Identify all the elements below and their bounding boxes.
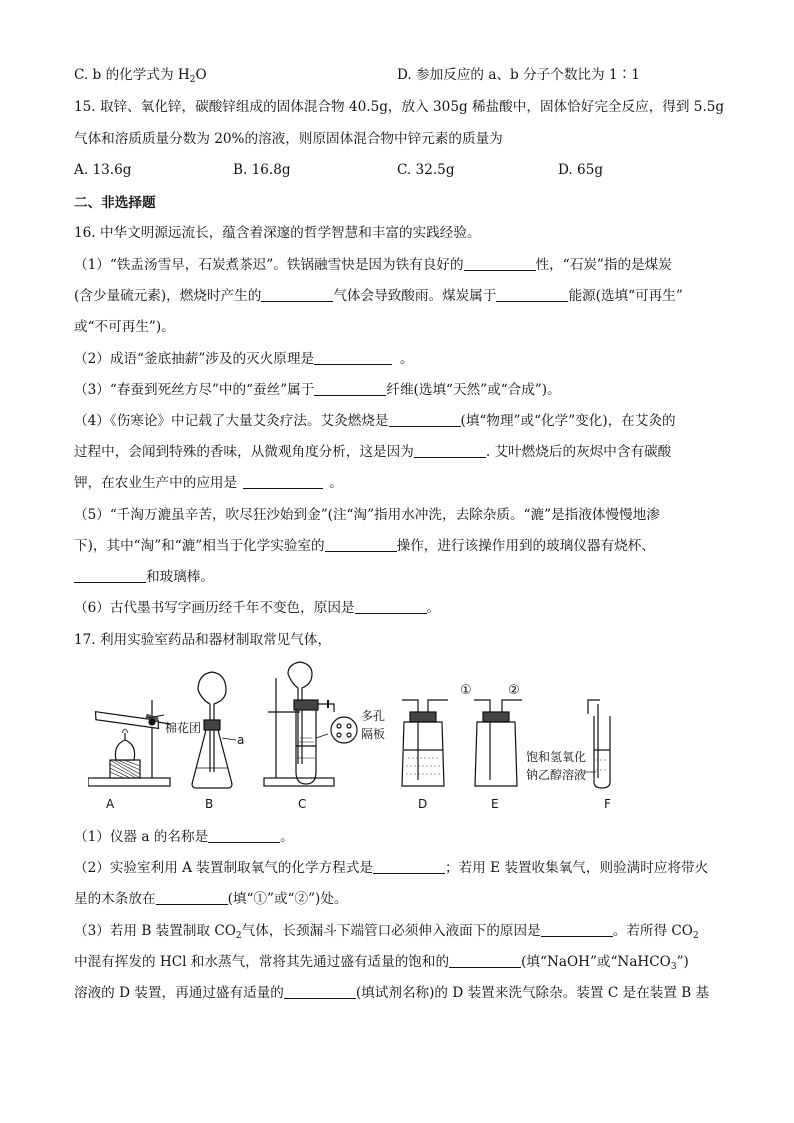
q16-part1-line1: （1）“铁盂汤雪早，石炭煮茶迟”。铁锅融雪快是因为铁有良好的 性，“石炭”指的是煤炭 [74, 257, 672, 273]
answer-blank[interactable] [464, 256, 536, 271]
q17-part3-line1: （3）若用 B 装置制取 $CO_2$气体，长颈漏斗下端管口必须伸入液面下的原因是 。若所得 $CO_2$ [74, 923, 699, 941]
q16-part2: （2）成语“釜底抽薪”涉及的灭火原理是 。 [74, 351, 414, 367]
q16-part5-line3: 和玻璃棒。 [74, 567, 214, 587]
port-2-label: ② [508, 683, 520, 698]
q17-part3-line3: 溶液的 D 装置，再通过盛有适量的 (填试剂名称)的 D 装置来洗气除杂。装置 C 是在装置 B 基 [74, 985, 710, 1001]
label-e: E [491, 797, 499, 811]
answer-blank[interactable] [449, 953, 521, 968]
answer-blank[interactable] [373, 859, 445, 874]
apparatus-d [402, 700, 448, 786]
q16-part5-line1: （5）“千淘万漉虽辛苦，吹尽狂沙始到金”(注“淘”指用水冲洗，去除杂质。“漉”是指液体慢慢地渗 [74, 507, 660, 523]
label-f: F [604, 797, 611, 811]
cotton-label: 棉花团 [165, 721, 202, 735]
q15-option-b: B. 16.8g [233, 162, 291, 178]
apparatus-f [584, 700, 610, 788]
apparatus-c [264, 662, 357, 786]
apparatus-a [88, 700, 170, 786]
q15-option-c: C. 32.5g [397, 162, 455, 178]
label-c: C [298, 797, 307, 811]
q16-part4-line3: 钾，在农业生产中的应用是 。 [74, 475, 343, 491]
porous-label-1: 多孔 [361, 709, 386, 723]
q17-intro: 17. 利用实验室药品和器材制取常见气体， [74, 632, 332, 648]
answer-blank[interactable] [314, 350, 392, 365]
label-d: D [418, 797, 428, 811]
q16-part1-line3: 或“不可再生”)。 [74, 319, 175, 335]
answer-blank[interactable] [156, 890, 228, 905]
section-title: 二、非选择题 [74, 195, 156, 211]
answer-blank[interactable] [261, 287, 333, 302]
label-a: A [106, 797, 115, 811]
apparatus-e [474, 700, 522, 786]
q16-part4-line1: （4）《伤寒论》中记载了大量艾灸疗法。艾灸燃烧是 (填“物理”或“化学”变化)，在艾灸的 [74, 413, 676, 429]
solution-label-2: 钠乙醇溶液 [526, 768, 587, 782]
porous-label-2: 隔板 [361, 727, 386, 741]
label-b: B [205, 797, 214, 811]
q17-part3-line2: 中混有挥发的 HCl 和水蒸气，常将其先通过盛有适量的饱和的 (填“NaOH”或“NaHCO$_3$”) [74, 954, 689, 972]
q17-part2-line2: 星的木条放在 (填“①”或“②”)处。 [74, 891, 348, 907]
q16-part4-line2: 过程中，会闻到特殊的香味，从微观角度分析，这是因为 . 艾叶燃烧后的灰烬中含有碳酸 [74, 444, 672, 460]
answer-blank[interactable] [74, 568, 146, 583]
q17-part1: （1）仪器 a 的名称是 。 [74, 829, 294, 845]
q16-intro: 16. 中华文明源远流长，蕴含着深邃的哲学智慧和丰富的实践经验。 [74, 225, 481, 241]
q14-option-c: C. b 的化学式为 $H_2O$ [74, 67, 207, 85]
answer-blank[interactable] [314, 381, 386, 396]
q16-part1-line2: (含少量硫元素)，燃烧时产生的 气体会导致酸雨。煤炭属于 能源(选填“可再生” [74, 288, 683, 304]
port-1-label: ① [460, 683, 472, 698]
apparatus-figure [88, 660, 628, 820]
q15-stem-line1: 15. 取锌、氧化锌，碳酸锌组成的固体混合物 40.5g，放入 305g 稀盐酸中，固体恰好完全反应，得到 5.5g [74, 99, 725, 115]
q15-stem-line2: 气体和溶质质量分数为 20%的溶液，则原固体混合物中锌元素的质量为 [74, 131, 503, 147]
q14-option-d: D. 参加反应的 a、b 分子个数比为 1∶1 [397, 67, 640, 83]
q16-part5-line2: 下)，其中“淘”和“漉”相当于化学实验室的 操作，进行该操作用到的玻璃仪器有烧杯、 [74, 538, 655, 554]
answer-blank[interactable] [284, 984, 356, 999]
q15-option-d: D. 65g [558, 162, 604, 178]
answer-blank[interactable] [389, 412, 461, 427]
q15-option-a: A. 13.6g [74, 162, 132, 178]
answer-blank[interactable] [414, 443, 486, 458]
answer-blank[interactable] [355, 599, 427, 614]
answer-blank[interactable] [243, 474, 323, 489]
q16-part3: （3）“春蚕到死丝方尽”中的“蚕丝”属于 纤维(选填“天然”或“合成”)。 [74, 382, 561, 398]
answer-blank[interactable] [325, 537, 397, 552]
instrument-a-label: a [237, 733, 245, 747]
answer-blank[interactable] [496, 287, 568, 302]
answer-blank[interactable] [541, 922, 613, 937]
q17-part2-line1: （2）实验室利用 A 装置制取氧气的化学方程式是 ；若用 E 装置收集氧气，则验满时应将带火 [74, 860, 709, 876]
solution-label-1: 饱和氢氧化 [526, 750, 587, 764]
q16-part6: （6）古代墨书写字画历经千年不变色，原因是 。 [74, 600, 441, 616]
answer-blank[interactable] [208, 828, 280, 843]
